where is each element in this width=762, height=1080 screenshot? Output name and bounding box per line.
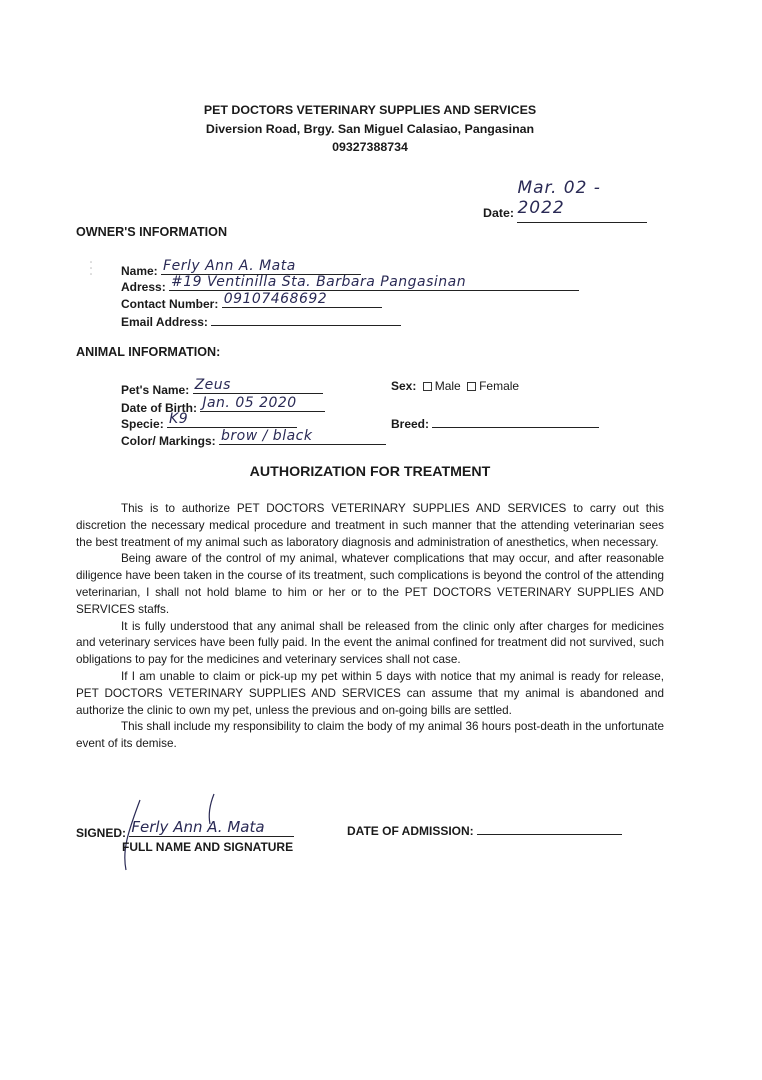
pet-name-label: Pet's Name: <box>121 383 190 397</box>
signed-field <box>76 818 294 840</box>
color-line <box>219 430 386 445</box>
owner-address-line <box>169 276 579 291</box>
authorization-paragraph: This shall include my responsibility to claim the body of my animal 36 hours post-death in the unfortunate event of its demise. <box>76 720 664 751</box>
pet-name-value: Zeus <box>194 377 231 393</box>
admission-date-line <box>477 822 622 835</box>
signature-line <box>129 818 294 837</box>
specie-line <box>167 413 297 428</box>
owner-email-field <box>121 311 401 329</box>
owner-address-value: #19 Ventinilla Sta. Barbara Pangasinan <box>171 274 467 290</box>
color-field <box>121 430 386 448</box>
female-checkbox[interactable] <box>467 382 476 391</box>
owner-name-label: Name: <box>121 264 158 278</box>
margin-marks <box>88 258 94 298</box>
breed-line <box>432 413 599 428</box>
owner-address-label: Adress: <box>121 280 166 294</box>
owner-section-title: OWNER'S INFORMATION <box>76 225 228 239</box>
dob-label: Date of Birth: <box>121 401 197 415</box>
pet-name-line <box>193 379 323 394</box>
signature-value: Ferly Ann A. Mata <box>131 818 265 836</box>
owner-address-field <box>121 276 579 294</box>
animal-section-title: ANIMAL INFORMATION: <box>76 345 221 359</box>
male-option-label: Male <box>434 379 461 393</box>
sex-label: Sex: <box>391 379 417 393</box>
date-line <box>517 178 647 223</box>
business-name: PET DOCTORS VETERINARY SUPPLIES AND SERVICES <box>203 103 537 117</box>
specie-label: Specie: <box>121 417 164 431</box>
authorization-title: AUTHORIZATION FOR TREATMENT <box>249 464 491 480</box>
owner-name-line <box>161 260 361 275</box>
owner-name-value: Ferly Ann A. Mata <box>163 258 296 274</box>
owner-contact-label: Contact Number: <box>121 297 219 311</box>
owner-contact-line <box>222 293 382 308</box>
female-option-label: Female <box>479 379 520 393</box>
signed-label: SIGNED: <box>76 826 127 840</box>
owner-email-label: Email Address: <box>121 315 208 329</box>
authorization-paragraph: If I am unable to claim or pick-up my pet within 5 days with notice that my animal is ready for release, PET DOCTORS VETERINARY SUPPLIES AND SERVICES can assume that my animal is abandoned and authorize the clinic to own my pet, unless the previous and on-going bills are settled. <box>76 669 664 717</box>
owner-contact-value: 09107468692 <box>223 291 328 307</box>
signature-caption: FULL NAME AND SIGNATURE <box>122 840 294 854</box>
dob-line <box>200 397 325 412</box>
color-label: Color/ Markings: <box>121 434 216 448</box>
business-phone: 09327388734 <box>332 140 408 154</box>
document-header <box>0 101 740 157</box>
owner-contact-field <box>121 293 382 311</box>
date-field <box>483 178 647 223</box>
authorization-paragraph: Being aware of the control of my animal, whatever complications that may occur, and after reasonable diligence have been taken in the course of its treatment, such complications is beyond the control of the attending veterinarian, I shall not hold blame to him or her or to the PET DOCTORS VETERINARY SUPPLIES AND SERVICES staffs. <box>76 552 664 616</box>
specie-value: K9 <box>169 411 189 427</box>
business-address: Diversion Road, Brgy. San Miguel Calasiao, Pangasinan <box>205 121 535 136</box>
owner-email-line <box>211 311 401 326</box>
authorization-paragraph: This is to authorize PET DOCTORS VETERINARY SUPPLIES AND SERVICES to carry out this discretion the necessary medical procedure and treatment in such manner that the attending veterinarian sees the best treatment of my animal such as laboratory diagnosis and administration of anesthetics, when necessary. <box>76 502 664 549</box>
authorization-paragraph: It is fully understood that any animal shall be released from the clinic only after charges for medicines and veterinary services have been fully paid. In the event the animal confined for treatment did not survived, such obligations to pay for the medicines and veterinary services shall not case. <box>76 619 664 667</box>
color-value: brow / black <box>221 428 313 444</box>
admission-date-label: DATE OF ADMISSION: <box>347 824 474 838</box>
breed-field <box>391 413 599 431</box>
breed-label: Breed: <box>391 417 430 431</box>
admission-date-field <box>347 822 622 838</box>
authorization-body <box>76 501 664 753</box>
male-checkbox[interactable] <box>423 382 432 391</box>
sex-field <box>391 379 519 393</box>
date-value: Mar. 02 - 2022 <box>517 178 601 218</box>
date-label: Date: <box>483 206 514 220</box>
dob-value: Jan. 05 2020 <box>202 395 297 411</box>
